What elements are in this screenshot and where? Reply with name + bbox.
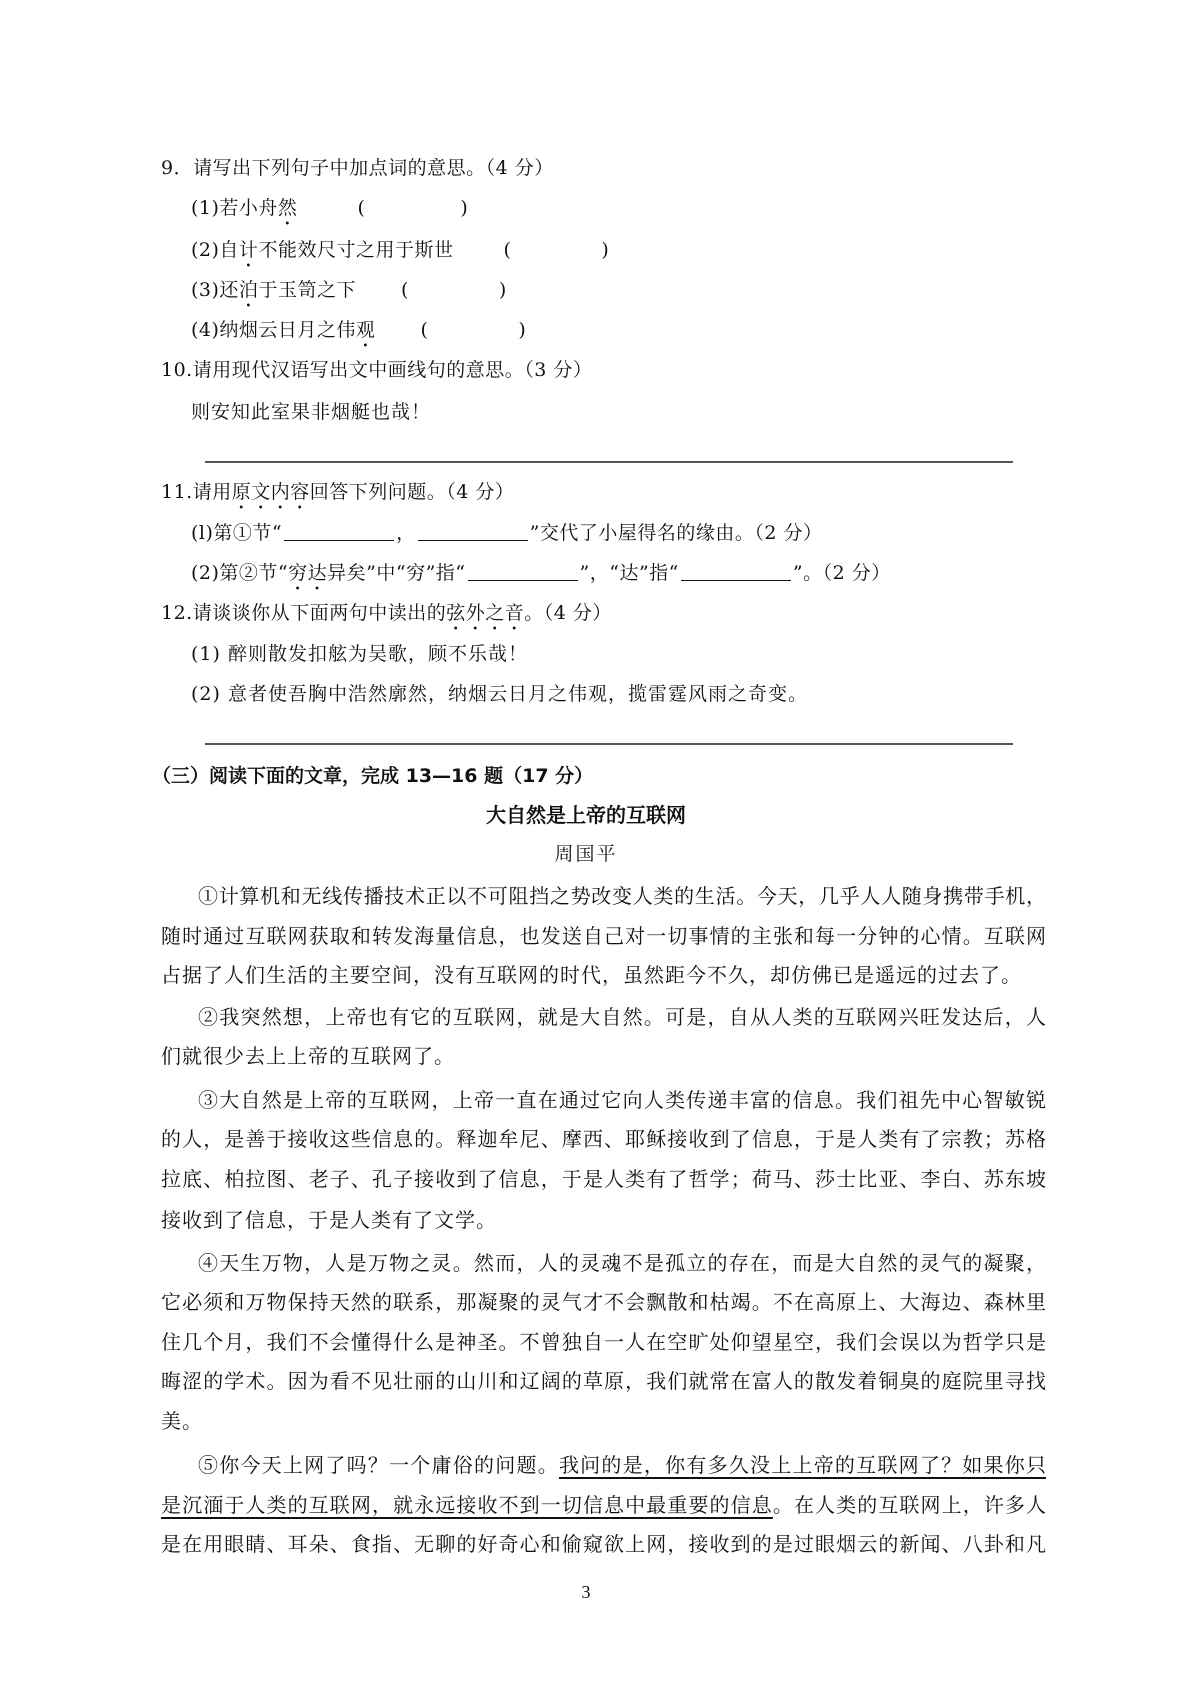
text-segment: 住几个月，我们不会懂得什么是神圣。不曾独自一人在空旷处仰望星空，我们会误以为哲学只是 [161,1330,1046,1354]
text-segment: ( [357,197,366,219]
text-segment: 12.请谈谈你从下面两句中读出的 [161,602,447,624]
question-stem [161,598,1041,635]
text-segment: ) [498,279,507,301]
text-segment: ( [420,319,429,341]
question-item [191,275,1046,312]
dotted-word: 泊 [238,279,259,301]
text-segment: 占据了人们生活的主要空间，没有互联网的时代，虽然距今不久，却仿佛已是遥远的过去了。 [161,963,1022,987]
text-segment: ) [518,319,527,341]
text-segment: (1)若小舟 [191,197,278,219]
text-segment: (1) 醉则散发扣舷为吴歌，顾不乐哉！ [191,643,528,665]
text-segment: 。在人类的互联网上，许多人 [772,1493,1047,1517]
fill-in-blank[interactable] [681,562,791,581]
text-segment: ， [396,522,416,544]
article-line [198,881,1046,911]
dotted-word: 计 [238,239,259,261]
text-segment: (2)第②节“ [191,562,289,584]
article-line [161,921,1046,951]
text-segment: ②我突然想，上帝也有它的互联网，就是大自然。可是，自从人类的互联网兴旺发达后，人 [198,1005,1046,1029]
text-segment: 是在用眼睛、耳朵、食指、无聊的好奇心和偷窥欲上网，接收到的是过眼烟云的新闻、八卦和凡 [161,1532,1046,1556]
text-segment: 接收到了信息，于是人类有了文学。 [161,1208,497,1232]
text-segment: 随时通过互联网获取和转发海量信息，也发送自己对一切事情的主张和每一分钟的心情。互联网 [161,924,1046,948]
text-segment: ④天生万物，人是万物之灵。然而，人的灵魂不是孤立的存在，而是大自然的灵气的凝聚， [198,1251,1046,1275]
dotted-word: 弦外之音 [446,602,525,624]
text-segment: 不能效尺寸之用于斯世 [258,239,454,261]
article-line [161,1287,1046,1317]
question-item [191,397,1046,427]
text-segment: 拉底、柏拉图、老子、孔子接收到了信息，于是人类有了哲学；荷马、莎士比亚、李白、苏东坡 [161,1167,1046,1191]
text-segment: ) [601,239,610,261]
question-item [191,235,1046,272]
text-segment: ”交代了小屋得名的缘由。（2 分） [529,522,823,544]
fill-in-blank[interactable] [418,522,528,541]
question-item [191,518,1046,548]
text-segment: ③大自然是上帝的互联网，上帝一直在通过它向人类传递丰富的信息。我们祖先中心智敏锐 [198,1088,1046,1112]
article-line [161,960,1046,990]
question-stem [161,355,1041,385]
article-line [198,1002,1046,1032]
question-item [191,558,1046,595]
article-line [161,1406,1046,1436]
page-number: 3 [581,1582,591,1602]
dotted-word: 穷达 [288,562,328,584]
question-item [191,679,1046,709]
question-item [191,315,1046,352]
text-segment: 10.请用现代汉语写出文中画线句的意思。（3 分） [161,359,593,381]
dotted-word: 观 [355,319,376,341]
article-line [161,1205,1046,1235]
text-segment: ”，“达”指“ [579,562,679,584]
text-segment: (l)第①节“ [191,522,283,544]
text-segment: ①计算机和无线传播技术正以不可阻挡之势改变人类的生活。今天，几乎人人随身携带手机， [198,884,1046,908]
article-line [198,1248,1046,1278]
text-segment: 们就很少去上上帝的互联网了。 [161,1044,455,1068]
text-segment: ( [400,279,409,301]
text-segment: 于玉笥之下 [258,279,356,301]
article-title: 大自然是上帝的互联网 [486,803,686,827]
underlined-sentence: 我问的是，你有多久没上上帝的互联网了？如果你只 [558,1453,1047,1477]
article-line [161,1164,1046,1194]
text-segment: ⑤你今天上网了吗？一个庸俗的问题。 [198,1453,559,1477]
text-segment: (2)自 [191,239,239,261]
article-line [161,1529,1046,1559]
text-segment: 它必须和万物保持天然的联系，那凝聚的灵气才不会飘散和枯竭。不在高原上、大海边、森林里 [161,1290,1046,1314]
question-stem [161,477,1041,514]
question-item [191,193,1046,230]
text-segment: 。（4 分） [524,602,612,624]
section-heading: （三）阅读下面的文章，完成 13—16 题（17 分） [152,765,594,787]
article-line [198,1450,1046,1480]
text-segment: 晦涩的学术。因为看不见壮丽的山川和辽阔的草原，我们就常在富人的散发着铜臭的庭院里寻找 [161,1369,1046,1393]
article-line [161,1327,1046,1357]
fill-in-blank[interactable] [284,522,394,541]
question-item [191,639,1046,669]
text-segment: ”。（2 分） [792,562,891,584]
dotted-word: 然 [277,197,298,219]
article-line [161,1366,1046,1396]
text-segment: 则安知此室果非烟艇也哉！ [191,401,432,423]
text-segment: 异矣”中“穷”指“ [327,562,466,584]
text-segment: 9．请写出下列句子中加点词的意思。（4 分） [161,157,554,179]
text-segment: 回答下列问题。（4 分） [309,481,515,503]
answer-line-q10 [205,461,1013,463]
answer-line-q12 [205,743,1013,745]
dotted-word: 原文内容 [231,481,310,503]
text-segment: ) [460,197,469,219]
text-segment: 11.请用 [161,481,232,503]
fill-in-blank[interactable] [468,562,578,581]
text-segment: (3)还 [191,279,239,301]
article-line [161,1124,1046,1154]
text-segment: 美。 [161,1409,203,1433]
text-segment: 的人，是善于接收这些信息的。释迦牟尼、摩西、耶稣接收到了信息，于是人类有了宗教；苏格 [161,1127,1046,1151]
article-line [161,1490,1046,1520]
text-segment: (2) 意者使吾胸中浩然廓然，纳烟云日月之伟观，揽雷霆风雨之奇变。 [191,683,808,705]
text-segment: ( [503,239,512,261]
article-line [198,1085,1046,1115]
article-author: 周国平 [554,843,618,865]
underlined-sentence: 是沉湎于人类的互联网，就永远接收不到一切信息中最重要的信息 [161,1493,773,1517]
text-segment: (4)纳烟云日月之伟 [191,319,356,341]
question-stem [161,153,1041,183]
article-line [161,1041,1046,1071]
